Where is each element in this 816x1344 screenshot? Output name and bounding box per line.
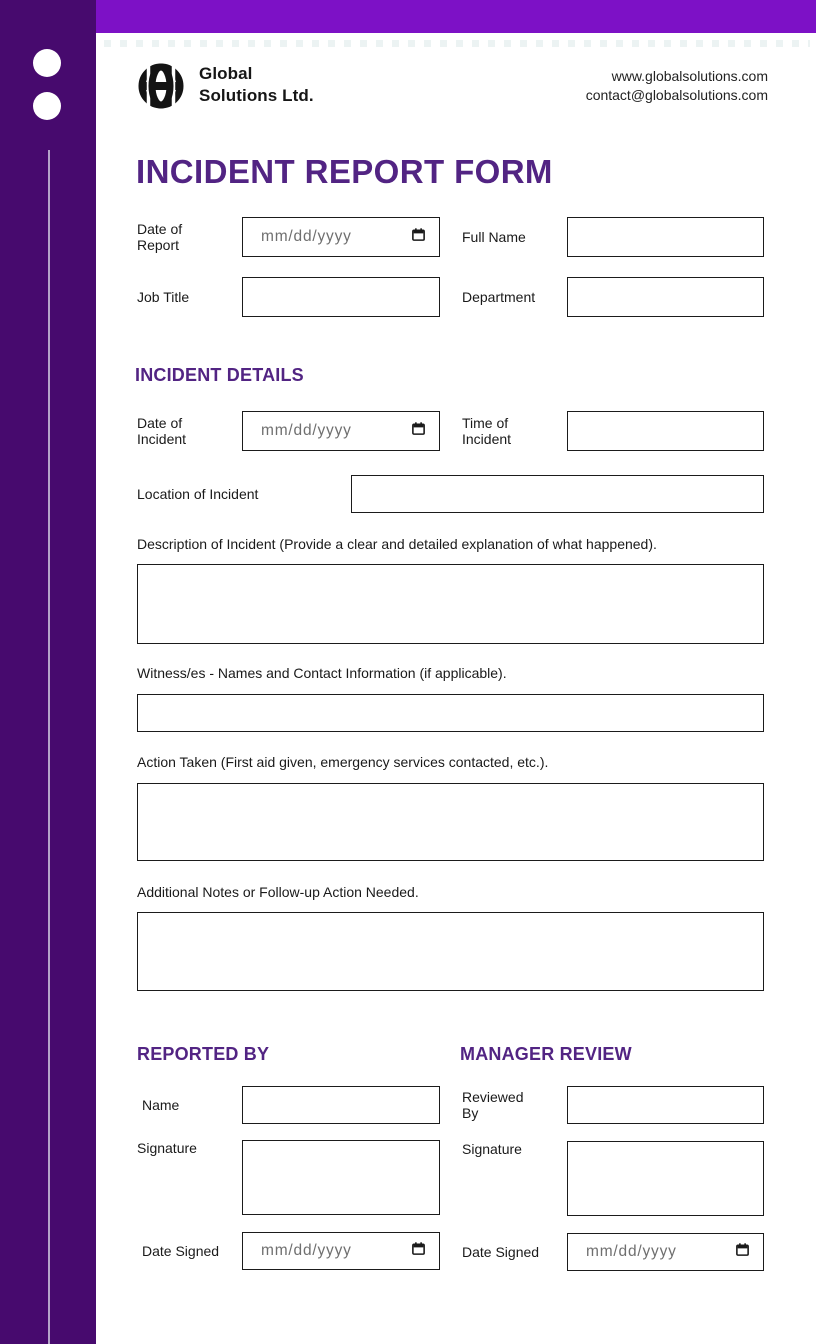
full-name-label: Full Name — [462, 229, 526, 245]
incident-details-heading: INCIDENT DETAILS — [135, 365, 304, 385]
top-accent-bar — [96, 0, 816, 33]
manager-date-signed-label: Date Signed — [462, 1244, 540, 1260]
date-of-incident-input[interactable] — [242, 411, 440, 451]
time-of-incident-input[interactable] — [567, 411, 764, 451]
dashed-divider-decoration — [104, 40, 810, 47]
manager-signature-box[interactable] — [567, 1141, 764, 1216]
reported-by-heading: REPORTED BY — [137, 1044, 270, 1064]
manager-date-signed-placeholder: mm/dd/yyyy — [586, 1243, 677, 1260]
time-of-incident-label: Time of Incident — [462, 415, 512, 447]
date-of-incident-label: Date of Incident — [137, 415, 187, 447]
manager-date-signed-input[interactable] — [567, 1233, 764, 1271]
reporter-date-signed-placeholder: mm/dd/yyyy — [261, 1242, 352, 1259]
reviewed-by-input[interactable] — [567, 1086, 764, 1124]
department-input[interactable] — [567, 277, 764, 317]
date-of-incident-placeholder: mm/dd/yyyy — [261, 422, 352, 439]
description-textarea[interactable] — [137, 564, 764, 644]
manager-review-heading: MANAGER REVIEW — [460, 1044, 632, 1064]
description-label: Description of Incident (Provide a clear and detailed explanation of what happened). — [137, 536, 657, 552]
calendar-icon[interactable] — [411, 1241, 426, 1261]
date-of-report-label: Date of Report — [137, 221, 183, 253]
reporter-date-signed-input[interactable] — [242, 1232, 440, 1270]
reporter-name-label: Name — [142, 1097, 180, 1113]
manager-signature-label: Signature — [462, 1141, 522, 1157]
additional-notes-label: Additional Notes or Follow-up Action Needed. — [137, 884, 419, 900]
brand-name — [199, 63, 314, 107]
witnesses-label: Witness/es - Names and Contact Information (if applicable). — [137, 665, 507, 681]
reporter-date-signed-label: Date Signed — [142, 1243, 220, 1259]
action-taken-textarea[interactable] — [137, 783, 764, 861]
action-taken-label: Action Taken (First aid given, emergency services contacted, etc.). — [137, 754, 549, 770]
additional-notes-textarea[interactable] — [137, 912, 764, 991]
sidebar-dot-decoration — [33, 49, 61, 77]
page-title: INCIDENT REPORT FORM — [136, 153, 553, 190]
location-label: Location of Incident — [137, 486, 259, 502]
email-text: contact@globalsolutions.com — [585, 87, 768, 103]
reporter-name-input[interactable] — [242, 1086, 440, 1124]
contact-info — [586, 67, 768, 105]
calendar-icon[interactable] — [411, 227, 426, 247]
job-title-label: Job Title — [137, 289, 190, 305]
brand-name-line2: Solutions Ltd. — [199, 86, 314, 105]
date-of-report-input[interactable] — [242, 217, 440, 257]
department-label: Department — [462, 289, 536, 305]
witnesses-input[interactable] — [137, 694, 764, 732]
reporter-signature-box[interactable] — [242, 1140, 440, 1215]
location-input[interactable] — [351, 475, 764, 513]
globe-icon — [137, 62, 185, 110]
sidebar-dot-decoration — [33, 92, 61, 120]
date-of-report-placeholder: mm/dd/yyyy — [261, 228, 352, 245]
sidebar-vertical-line — [48, 150, 50, 1344]
reporter-signature-label: Signature — [137, 1140, 197, 1156]
job-title-input[interactable] — [242, 277, 440, 317]
website-text: www.globalsolutions.com — [611, 68, 768, 84]
reviewed-by-label: Reviewed By — [462, 1089, 524, 1121]
calendar-icon[interactable] — [735, 1242, 750, 1262]
full-name-input[interactable] — [567, 217, 764, 257]
calendar-icon[interactable] — [411, 421, 426, 441]
brand-name-line1: Global — [199, 64, 253, 83]
